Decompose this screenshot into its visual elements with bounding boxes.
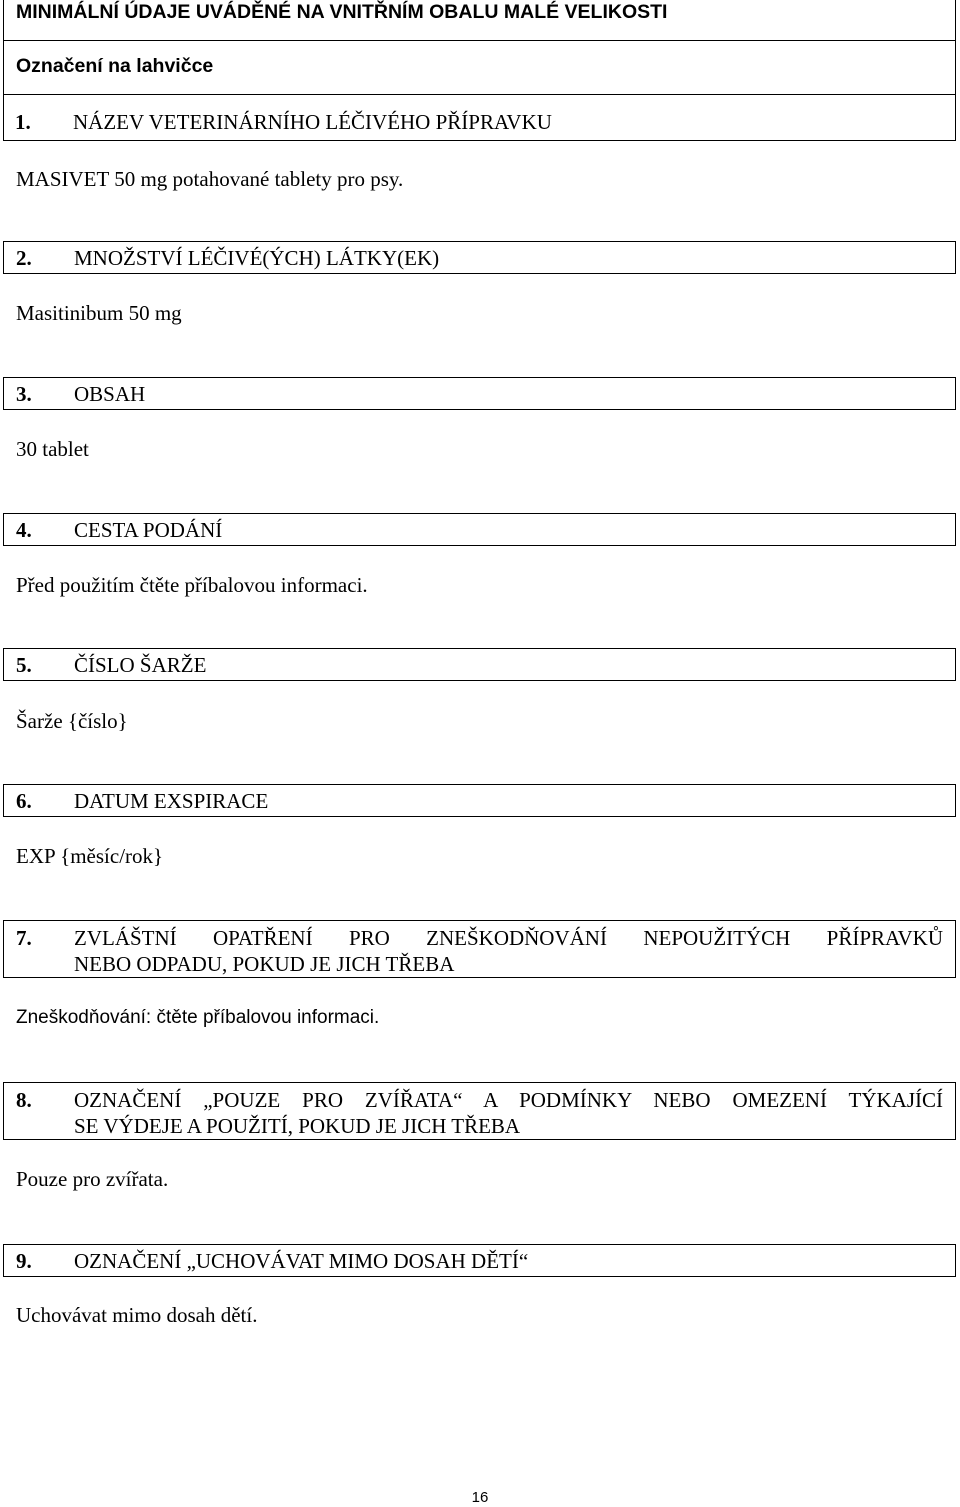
section-8-box	[3, 1082, 956, 1140]
section-2-heading	[16, 246, 439, 271]
section-number: 6.	[16, 789, 32, 813]
document-subtitle: Označení na lahvičce	[16, 55, 214, 77]
section-7-body: Zneškodňování: čtěte příbalovou informaci.	[16, 1007, 380, 1028]
section-8-body: Pouze pro zvířata.	[16, 1167, 169, 1191]
section-3-heading	[16, 382, 145, 407]
section-2-box	[3, 241, 956, 274]
section-9-body: Uchovávat mimo dosah dětí.	[16, 1303, 258, 1327]
section-5-heading	[16, 653, 206, 678]
section-title: DATUM EXSPIRACE	[74, 789, 269, 813]
section-5-body: Šarže {číslo}	[16, 709, 128, 733]
section-number: 5.	[16, 653, 32, 677]
section-1-body: MASIVET 50 mg potahované tablety pro psy.	[16, 167, 404, 191]
section-9-heading	[16, 1249, 528, 1274]
section-9-box	[3, 1244, 956, 1277]
section-number: 9.	[16, 1249, 32, 1273]
header-divider	[4, 94, 955, 95]
section-title-line-2: NEBO ODPADU, POKUD JE JICH TŘEBA	[74, 952, 455, 976]
section-title: CESTA PODÁNÍ	[74, 518, 223, 542]
section-number: 4.	[16, 518, 32, 542]
section-number: 8.	[16, 1088, 32, 1112]
section-8-heading	[16, 1087, 943, 1139]
section-1-heading	[15, 110, 552, 135]
header-divider	[4, 40, 955, 41]
section-number: 2.	[16, 246, 32, 270]
section-6-body: EXP {měsíc/rok}	[16, 844, 164, 868]
page-number: 16	[471, 1489, 489, 1506]
section-title: NÁZEV VETERINÁRNÍHO LÉČIVÉHO PŘÍPRAVKU	[73, 110, 552, 134]
section-3-box	[3, 377, 956, 410]
section-title-line-2: SE VÝDEJE A POUŽITÍ, POKUD JE JICH TŘEBA	[74, 1114, 521, 1138]
section-7-box	[3, 920, 956, 978]
document-title: MINIMÁLNÍ ÚDAJE UVÁDĚNÉ NA VNITŘNÍM OBALU MALÉ VELIKOSTI	[16, 1, 668, 23]
section-6-heading	[16, 789, 268, 814]
section-4-body: Před použitím čtěte příbalovou informaci.	[16, 573, 368, 597]
section-4-heading	[16, 518, 222, 543]
section-number: 1.	[15, 110, 31, 134]
section-4-box	[3, 513, 956, 546]
section-3-body: 30 tablet	[16, 437, 89, 461]
section-title: ČÍSLO ŠARŽE	[74, 653, 207, 677]
section-7-heading	[16, 925, 943, 977]
section-title-line-1: OZNAČENÍ „POUZE PRO ZVÍŘATA“ A PODMÍNKY NEBO OMEZENÍ TÝKAJÍCÍ	[74, 1088, 943, 1112]
section-title: OZNAČENÍ „UCHOVÁVAT MIMO DOSAH DĚTÍ“	[74, 1249, 529, 1273]
section-title: MNOŽSTVÍ LÉČIVÉ(ÝCH) LÁTKY(EK)	[74, 246, 440, 270]
section-number: 7.	[16, 926, 32, 950]
section-6-box	[3, 784, 956, 817]
section-number: 3.	[16, 382, 32, 406]
section-2-body: Masitinibum 50 mg	[16, 301, 182, 325]
section-title-line-1: ZVLÁŠTNÍ OPATŘENÍ PRO ZNEŠKODŇOVÁNÍ NEPOUŽITÝCH PŘÍPRAVKŮ	[74, 926, 943, 950]
section-5-box	[3, 648, 956, 681]
section-title: OBSAH	[74, 382, 146, 406]
